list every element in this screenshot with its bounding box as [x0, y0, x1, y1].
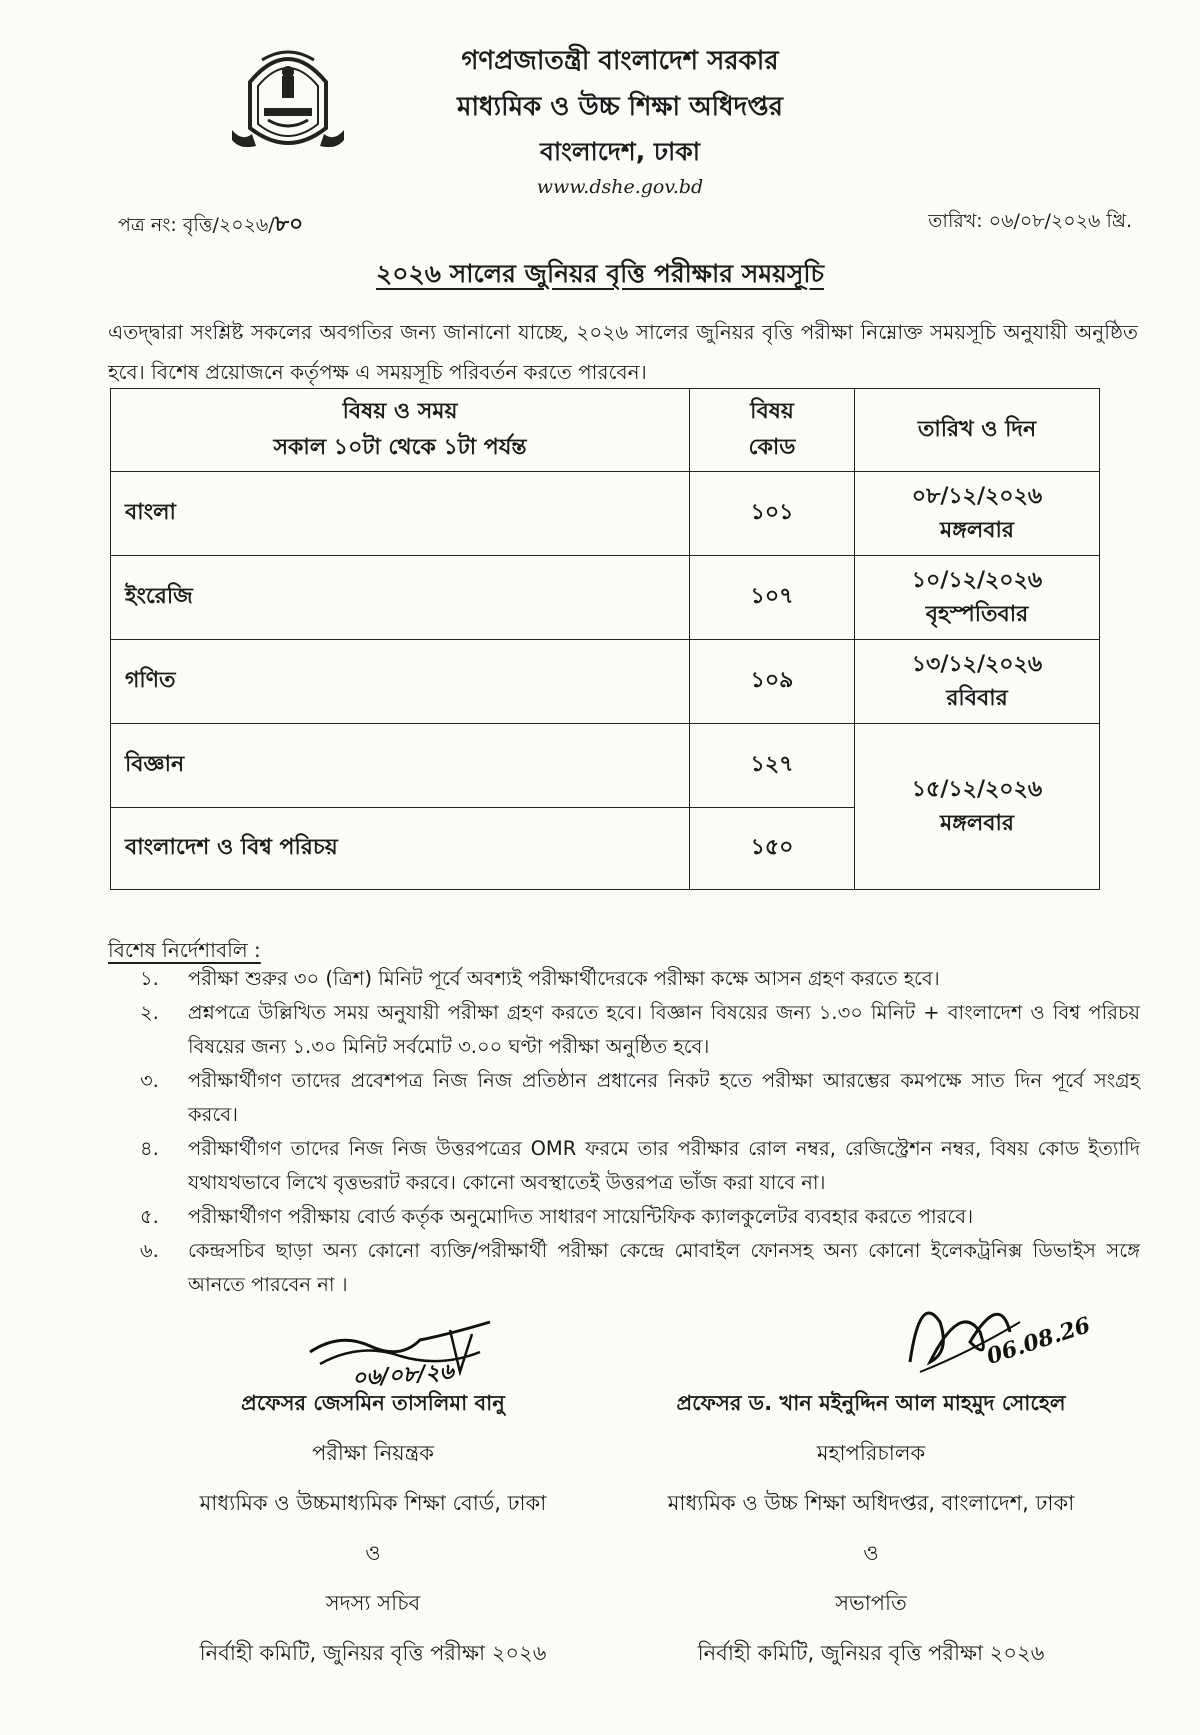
- signature-block-right: [636, 1378, 1106, 1678]
- item-text: প্রশ্নপত্রে উল্লিখিত সময় অনুযায়ী পরীক্ষা গ্রহণ করতে হবে। বিজ্ঞান বিষয়ের জন্য ১.৩০ মিনিট + বাংলাদেশ ও বিশ্ব পরিচয় বিষয়ের জন্য ১.৩০ মিনিট সর্বমোট ৩.০০ ঘণ্টা পরীক্ষা অনুষ্ঠিত হবে।: [188, 1001, 1140, 1058]
- header-subject-line2: সকাল ১০টা থেকে ১টা পর্যন্ত: [273, 435, 527, 460]
- table-row: [111, 556, 1100, 640]
- signatory-name: প্রফেসর ড. খান মইনুদ্দিন আল মাহমুদ সোহেল: [676, 1391, 1066, 1415]
- signatory-name: প্রফেসর জেসমিন তাসলিমা বানু: [241, 1391, 505, 1415]
- item-text: পরীক্ষা শুরুর ৩০ (ত্রিশ) মিনিট পূর্বে অবশ্যই পরীক্ষার্থীদেরকে পরীক্ষা কক্ষে আসন গ্রহণ করতে হবে।: [188, 967, 940, 990]
- intro-paragraph: এতদ্দ্বারা সংশ্লিষ্ট সকলের অবগতির জন্য জানানো যাচ্ছে, ২০২৬ সালের জুনিয়র বৃত্তি পরীক্ষা নিম্নোক্ত সময়সূচি অনুযায়ী অনুষ্ঠিত হবে। বিশেষ প্রয়োজনে কর্তৃপক্ষ এ সময়সূচি পরিবর্তন করতে পারবেন।: [108, 320, 1138, 384]
- item-text: পরীক্ষার্থীগণ তাদের নিজ নিজ উত্তরপত্রের OMR ফরমে তার পরীক্ষার রোল নম্বর, রেজিস্ট্রেশন নম্বর, বিষয় কোড ইত্যাদি যথাযথভাবে লিখে বৃত্তভরাট করবে। কোনো অবস্থাতেই উত্তরপত্র ভাঁজ করা যাবে না।: [188, 1137, 1140, 1194]
- table-row: [111, 724, 1100, 808]
- list-item: [140, 1132, 1140, 1200]
- list-item: [140, 962, 1140, 996]
- instructions-list: [140, 962, 1140, 1302]
- cell-day: মঙ্গলবার: [940, 810, 1014, 836]
- header-code-line2: কোড: [748, 435, 796, 460]
- header-date-day: তারিখ ও দিন: [855, 389, 1100, 472]
- header-subject-code: [690, 389, 855, 472]
- header-directorate: মাধ্যমিক ও উচ্চ শিক্ষা অধিদপ্তর: [457, 92, 783, 122]
- list-item: [140, 1200, 1140, 1234]
- cell-subject: বাংলাদেশ ও বিশ্ব পরিচয়: [111, 808, 690, 890]
- header-subject-time: [111, 389, 690, 472]
- cell-date-day: [855, 556, 1100, 640]
- cell-date: ১৩/১২/২০২৬: [911, 651, 1043, 677]
- header-code-line1: বিষয়: [750, 399, 794, 424]
- cell-subject: বাংলা: [111, 472, 690, 556]
- table-row: [111, 472, 1100, 556]
- signature-block-left: [138, 1378, 608, 1678]
- cell-date-day: [855, 724, 1100, 890]
- cell-subject: বিজ্ঞান: [111, 724, 690, 808]
- signatory-committee: নির্বাহী কমিটি, জুনিয়র বৃত্তি পরীক্ষা ২০২৬: [199, 1641, 547, 1665]
- cell-code: ১৫০: [690, 808, 855, 890]
- table-row: [111, 640, 1100, 724]
- cell-date: ০৮/১২/২০২৬: [911, 483, 1043, 509]
- item-number: ৫.: [140, 1205, 159, 1228]
- signatory-role: সভাপতি: [835, 1591, 907, 1615]
- cell-day: বৃহস্পতিবার: [925, 601, 1029, 627]
- memo-number: [118, 207, 303, 244]
- cell-date: ১০/১২/২০২৬: [911, 567, 1043, 593]
- cell-day: মঙ্গলবার: [940, 517, 1014, 543]
- instructions-heading: বিশেষ নির্দেশাবলি :: [108, 938, 261, 962]
- signatory-role: সদস্য সচিব: [325, 1591, 421, 1615]
- signature-date-left: ০৬/০৮/২৬: [351, 1358, 455, 1392]
- signatory-committee: নির্বাহী কমিটি, জুনিয়র বৃত্তি পরীক্ষা ২০২৬: [697, 1641, 1045, 1665]
- header-subject-line1: বিষয় ও সময়: [342, 399, 458, 424]
- item-number: ৬.: [140, 1239, 159, 1262]
- table-header-row: [111, 389, 1100, 472]
- memo-prefix: পত্র নং: বৃত্তি/২০২৬/: [118, 214, 275, 236]
- signatory-designation: পরীক্ষা নিয়ন্ত্রক: [312, 1441, 434, 1465]
- cell-code: ১০১: [690, 472, 855, 556]
- header-government: গণপ্রজাতন্ত্রী বাংলাদেশ সরকার: [461, 46, 779, 76]
- list-item: [140, 996, 1140, 1064]
- cell-day: রবিবার: [946, 685, 1008, 711]
- cell-date: ১৫/১২/২০২৬: [911, 776, 1043, 802]
- document-title: ২০২৬ সালের জুনিয়র বৃত্তি পরীক্ষার সময়সূচি: [375, 259, 824, 288]
- signature-date-right: 06.08.26: [983, 1312, 1094, 1370]
- signatory-office: মাধ্যমিক ও উচ্চ শিক্ষা অধিদপ্তর, বাংলাদেশ, ঢাকা: [667, 1491, 1075, 1515]
- signatory-and: ও: [863, 1541, 879, 1565]
- item-number: ৪.: [140, 1137, 159, 1160]
- header-location: বাংলাদেশ, ঢাকা: [539, 137, 701, 166]
- cell-code: ১২৭: [690, 724, 855, 808]
- header-website: www.dshe.gov.bd: [536, 176, 704, 198]
- item-number: ১.: [140, 967, 159, 990]
- signatory-designation: মহাপরিচালক: [816, 1441, 926, 1465]
- signatory-office: মাধ্যমিক ও উচ্চমাধ্যমিক শিক্ষা বোর্ড, ঢাকা: [199, 1491, 547, 1515]
- item-number: ৩.: [140, 1069, 159, 1092]
- item-text: কেন্দ্রসচিব ছাড়া অন্য কোনো ব্যক্তি/পরীক্ষার্থী পরীক্ষা কেন্দ্রে মোবাইল ফোনসহ অন্য কোনো ইলেকট্রনিক্স ডিভাইস সঙ্গে আনতে পারবেন না ।: [188, 1239, 1140, 1296]
- cell-subject: গণিত: [111, 640, 690, 724]
- cell-subject: ইংরেজি: [111, 556, 690, 640]
- cell-date-day: [855, 640, 1100, 724]
- item-number: ২.: [140, 1001, 159, 1024]
- cell-code: ১০৯: [690, 640, 855, 724]
- memo-serial: ৮০: [274, 212, 304, 237]
- cell-date-day: [855, 472, 1100, 556]
- signatory-and: ও: [365, 1541, 381, 1565]
- exam-schedule-table: [110, 388, 1100, 890]
- item-text: পরীক্ষার্থীগণ তাদের প্রবেশপত্র নিজ নিজ প্রতিষ্ঠান প্রধানের নিকট হতে পরীক্ষা আরম্ভের কমপক্ষে সাত দিন পূর্বে সংগ্রহ করবে।: [188, 1069, 1140, 1126]
- cell-code: ১০৭: [690, 556, 855, 640]
- document-date: তারিখ: ০৬/০৮/২০২৬ খ্রি.: [928, 210, 1132, 232]
- list-item: [140, 1064, 1140, 1132]
- item-text: পরীক্ষার্থীগণ পরীক্ষায় বোর্ড কর্তৃক অনুমোদিত সাধারণ সায়েন্টিফিক ক্যালকুলেটর ব্যবহার করতে পারবে।: [188, 1205, 974, 1228]
